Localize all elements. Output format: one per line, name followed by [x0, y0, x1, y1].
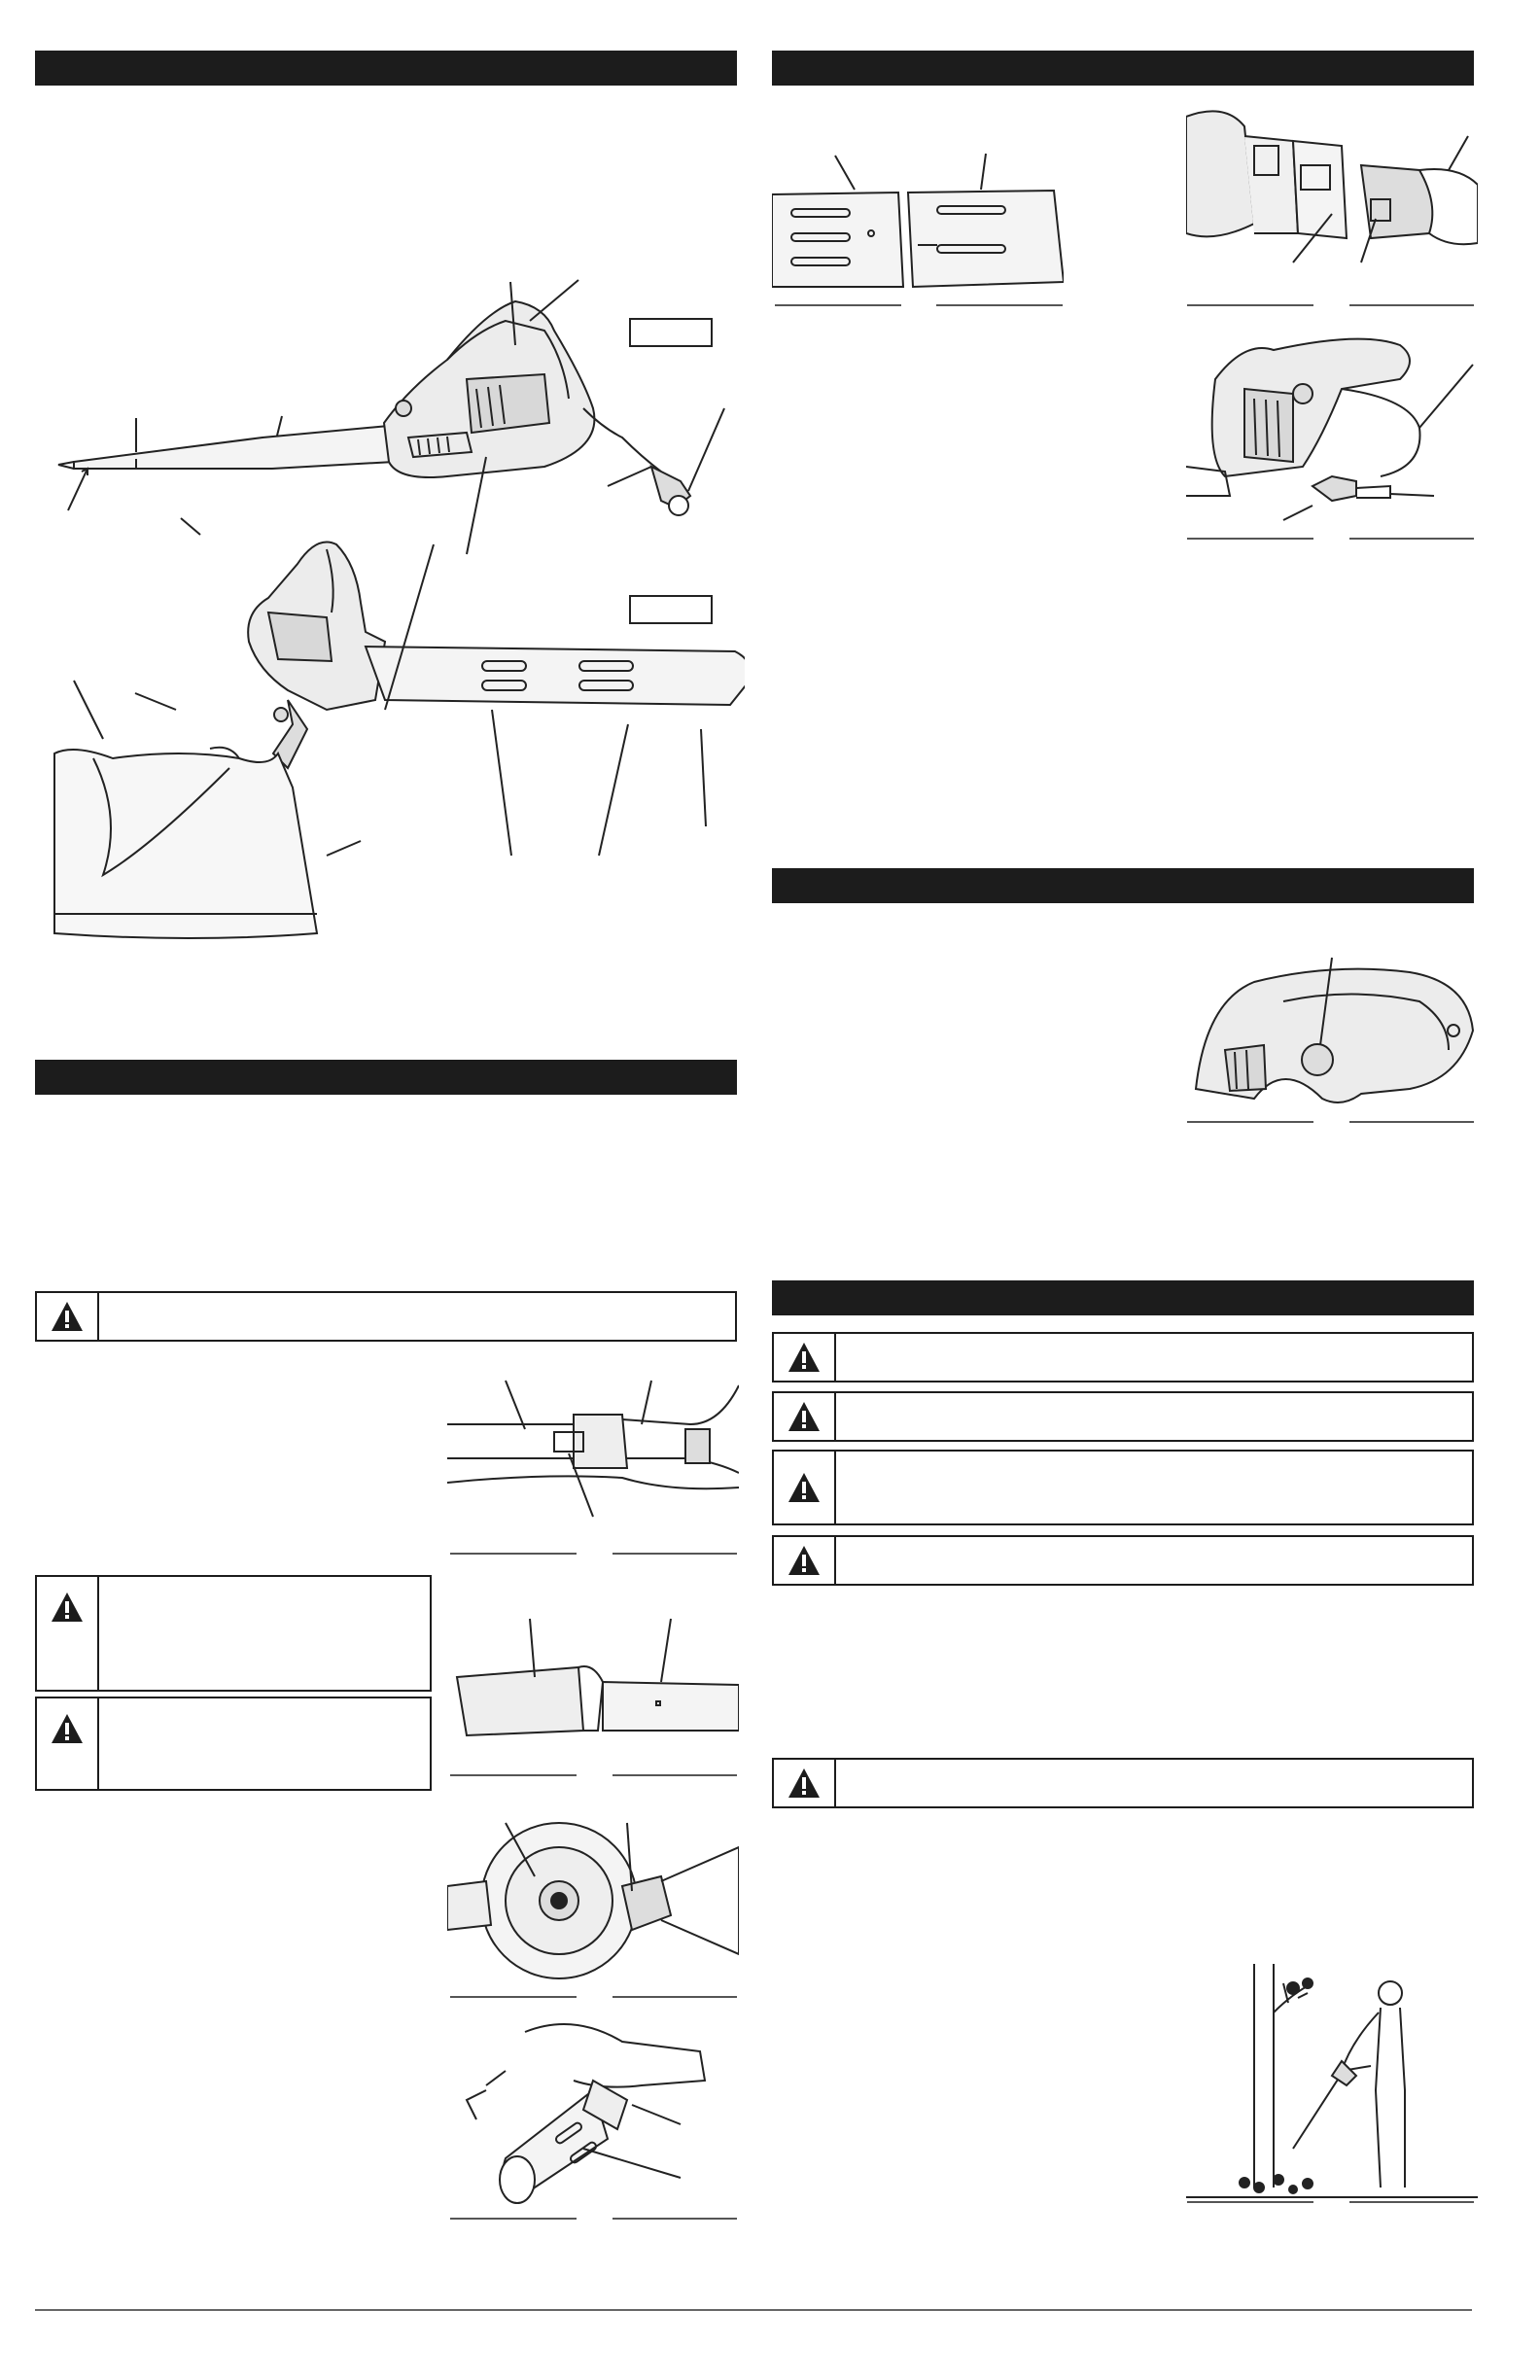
figure-caption-rule	[450, 1996, 577, 1998]
figure-caption-rule	[450, 1553, 577, 1555]
warning-triangle-icon	[50, 1712, 85, 1745]
warning-box	[772, 1535, 1474, 1586]
section-header-bar-2	[772, 51, 1474, 86]
warning-triangle-icon	[50, 1591, 85, 1624]
nozzle-illustration	[447, 1609, 739, 1765]
cord-retainer-drawing	[1186, 321, 1478, 535]
figure-caption-rule	[612, 1996, 737, 1998]
figure-caption-rule	[450, 2218, 577, 2220]
warning-box	[772, 1332, 1474, 1382]
footer-rule	[35, 2309, 1472, 2311]
operating-position-illustration	[1186, 1954, 1478, 2207]
impeller-drawing	[447, 1808, 739, 1993]
figure-caption-rule	[450, 1774, 577, 1776]
figure-caption-rule	[1187, 304, 1313, 306]
warning-triangle-icon	[50, 1300, 85, 1333]
warning-box	[772, 1391, 1474, 1442]
operator-drawing	[1186, 1954, 1478, 2207]
housing-connection-drawing	[1186, 97, 1478, 306]
warning-box	[35, 1697, 432, 1791]
figure-caption-rule	[1187, 538, 1313, 540]
figure-caption-rule	[1349, 304, 1474, 306]
figure-caption-rule	[612, 1774, 737, 1776]
warning-triangle-icon	[787, 1767, 822, 1800]
section-header-bar-3	[35, 1060, 737, 1095]
impeller-housing-illustration	[447, 1808, 739, 1993]
tube-latch-drawing	[447, 1366, 739, 1551]
warning-box	[772, 1450, 1474, 1525]
vacuum-bag-illustration	[35, 506, 745, 953]
switch-drawing	[1186, 943, 1478, 1118]
nozzle-drawing	[447, 1609, 739, 1765]
warning-triangle-icon	[787, 1341, 822, 1374]
figure-caption-rule	[612, 1553, 737, 1555]
figure-caption-rule	[1349, 1121, 1474, 1123]
tube-connection-illustration	[772, 136, 1064, 311]
warning-triangle-icon	[787, 1544, 822, 1577]
warning-triangle-icon	[787, 1471, 822, 1504]
figure-caption-rule	[1349, 538, 1474, 540]
section-header-bar-1	[35, 51, 737, 86]
figure-caption-rule	[1187, 1121, 1313, 1123]
tube-latch-illustration	[447, 1366, 739, 1551]
figure-caption-rule	[612, 2218, 737, 2220]
warning-triangle-icon	[787, 1400, 822, 1433]
vacuum-drawing	[35, 506, 745, 953]
figure-caption-rule	[936, 304, 1063, 306]
housing-connection-illustration	[1186, 97, 1478, 306]
warning-box	[35, 1291, 737, 1342]
switch-illustration	[1186, 943, 1478, 1118]
figure-caption-rule	[1349, 2201, 1474, 2203]
cord-retainer-illustration	[1186, 321, 1478, 535]
figure-label-box-1	[629, 318, 713, 347]
section-header-bar-5	[772, 1280, 1474, 1315]
vacuum-tube-drawing	[447, 2012, 739, 2217]
figure-caption-rule	[1187, 2201, 1313, 2203]
tube-connection-drawing	[772, 136, 1064, 311]
figure-caption-rule	[775, 304, 901, 306]
warning-box	[772, 1758, 1474, 1808]
vacuum-tube-illustration	[447, 2012, 739, 2217]
section-header-bar-4	[772, 868, 1474, 903]
warning-box	[35, 1575, 432, 1692]
